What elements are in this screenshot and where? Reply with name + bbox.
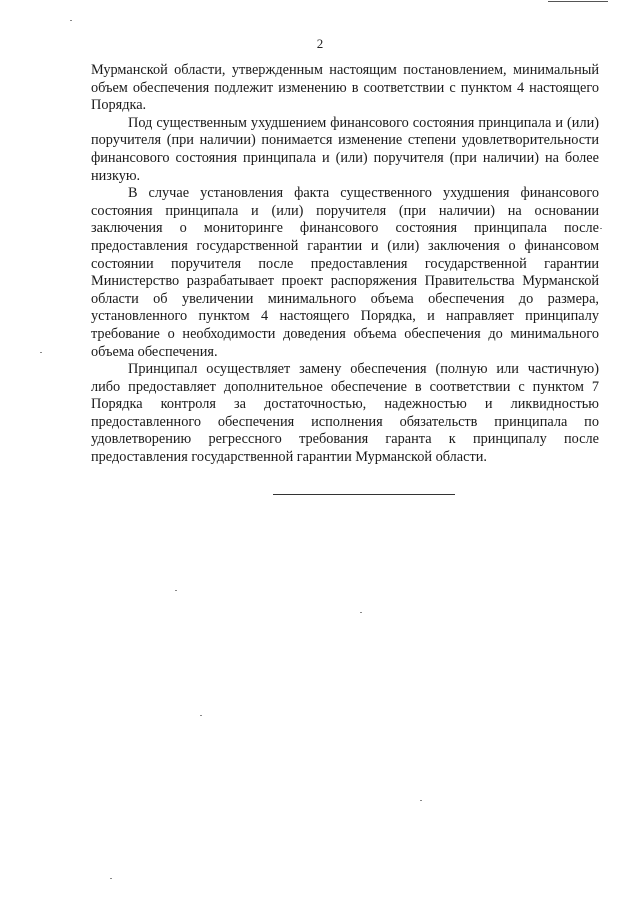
scan-speck: [420, 800, 422, 801]
paragraph-2: Под существенным ухудшением финансового состояния принципала и (или) поручителя (при наличии) понимается изменение степени удовлетворительности финансового состояния принципала и (или) поручителя (при наличии) на более низкую.: [91, 114, 599, 184]
end-separator-line: [273, 494, 455, 495]
page-number: 2: [316, 36, 324, 51]
top-edge-line: [548, 1, 608, 2]
paragraph-4: Принципал осуществляет замену обеспечения (полную или частичную) либо предоставляет дополнительное обеспечение в соответствии с пунктом 7 Порядка контроля за достаточностью, надежностью и ликвидностью предоставленного обеспечения исполнения обязательств принципала по удовлетворению регрессного требования гаранта к принципалу после предоставления государственной гарантии Мурманской области.: [91, 361, 599, 466]
scan-speck: [110, 878, 112, 879]
scan-speck: [40, 352, 42, 353]
scan-speck: [175, 590, 177, 591]
scan-speck: [600, 228, 602, 229]
paragraph-1: Мурманской области, утвержденным настоящим постановлением, минимальный объем обеспечения подлежит изменению в соответствии с пунктом 4 настоящего Порядка.: [91, 62, 599, 114]
paragraph-3: В случае установления факта существенного ухудшения финансового состояния принципала и (или) поручителя (при наличии) на основании заключения о мониторинге финансового состояния принципала после предоставления государственной гарантии и (или) заключения о финансовом состоянии поручителя после предоставления государственной гарантии Министерство разрабатывает проект распоряжения Правительства Мурманской области об увеличении минимального объема обеспечения до размера, установленного пунктом 4 настоящего Порядка, и направляет принципалу требование о необходимости доведения объема обеспечения до минимального объема обеспечения.: [91, 185, 599, 360]
scan-speck: [200, 715, 202, 716]
scan-speck: [360, 612, 362, 613]
document-body: [91, 62, 599, 467]
scan-speck: [70, 20, 72, 21]
